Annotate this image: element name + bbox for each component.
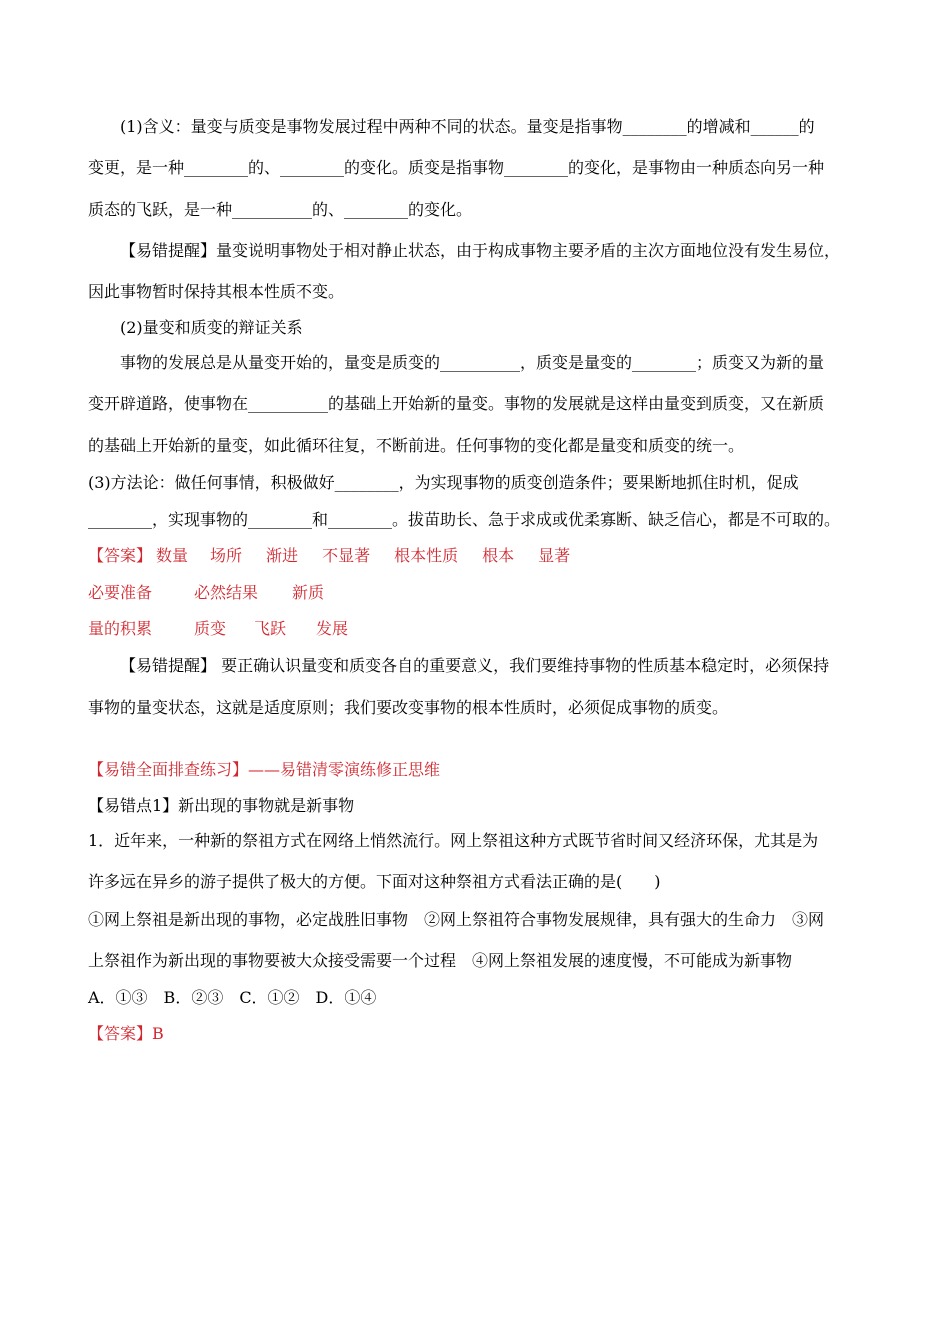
answer-row-1: [88, 545, 878, 567]
question-answer: [88, 1023, 878, 1045]
answer-item: 量的积累: [88, 619, 153, 638]
definition-line-1: (1)含义：量变与质变是事物发展过程中两种不同的状态。量变是指事物________的增减和______的: [120, 117, 815, 136]
dialectic-title: (2)量变和质变的辩证关系: [120, 318, 303, 337]
answer-item: 飞跃: [254, 619, 287, 638]
practice-heading-subtitle: ——易错清零演练修正思维: [248, 760, 441, 779]
practice-heading: [88, 759, 878, 781]
dialectic-line-2: 变开辟道路，使事物在__________的基础上开始新的量变。事物的发展就是这样由量变到质变，又在新质: [88, 394, 825, 413]
definition-line-2: 变更，是一种________的、________的变化。质变是指事物________的变化，是事物由一种质态向另一种: [88, 158, 825, 177]
answer-item: 渐进: [266, 546, 299, 565]
method-line-2: ________，实现事物的________和________。拔苗助长、急于求成或优柔寡断、缺乏信心，都是不可取的。: [88, 510, 841, 529]
answer-row-3: [88, 618, 878, 640]
question-answer-value: B: [152, 1024, 164, 1043]
question-answer-label: 【答案】: [88, 1024, 153, 1043]
dialectic-line-3: 的基础上开始新的量变，如此循环往复，不断前进。任何事物的变化都是量变和质变的统一。: [88, 436, 745, 455]
answer-row-2: [88, 582, 878, 604]
answer-item: 场所: [210, 546, 243, 565]
answer-item: 质变: [194, 619, 227, 638]
dialectic-line-1: 事物的发展总是从量变开始的，量变是质变的__________，质变是量变的________；质变又为新的量: [120, 353, 825, 372]
tip2-line-2: 事物的量变状态，这就是适度原则；我们要改变事物的根本性质时，必须促成事物的质变。: [88, 698, 729, 717]
error-point: 【易错点1】新出现的事物就是新事物: [88, 796, 355, 815]
tip-line-2: 因此事物暂时保持其根本性质不变。: [88, 282, 345, 301]
question-line-2: 许多远在异乡的游子提供了极大的方便。下面对这种祭祖方式看法正确的是( ): [88, 872, 661, 891]
answer-item: 不显著: [322, 546, 371, 565]
answer-item: 必然结果: [194, 583, 259, 602]
answer-options: A．①③ B．②③ C．①② D．①④: [88, 988, 377, 1007]
answer-item: 显著: [538, 546, 571, 565]
answer-item: 发展: [316, 619, 349, 638]
statement-line-2: 上祭祖作为新出现的事物要被大众接受需要一个过程 ④网上祭祖发展的速度慢，不可能成为新事物: [88, 951, 793, 970]
practice-heading-label: 【易错全面排查练习】: [88, 760, 249, 779]
tip-line-1: 【易错提醒】量变说明事物处于相对静止状态，由于构成事物主要矛盾的主次方面地位没有发生易位，: [120, 241, 841, 260]
answer-item: 必要准备: [88, 583, 153, 602]
definition-line-3: 质态的飞跃，是一种__________的、________的变化。: [88, 200, 473, 219]
answer-item: 新质: [292, 583, 325, 602]
method-line-1: (3)方法论：做任何事情，积极做好________，为实现事物的质变创造条件；要果断地抓住时机，促成: [88, 473, 799, 492]
statement-line-1: ①网上祭祖是新出现的事物，必定战胜旧事物 ②网上祭祖符合事物发展规律，具有强大的生命力 ③网: [88, 910, 825, 929]
answer-label: 【答案】: [88, 546, 153, 565]
question-line-1: 1．近年来，一种新的祭祖方式在网络上悄然流行。网上祭祖这种方式既节省时间又经济环保，尤其是为: [88, 831, 819, 850]
answer-item: 根本: [482, 546, 515, 565]
answer-item: 数量: [156, 546, 189, 565]
tip2-line-1: 【易错提醒】 要正确认识量变和质变各自的重要意义，我们要维持事物的性质基本稳定时，必须保持: [120, 656, 830, 675]
answer-item: 根本性质: [394, 546, 459, 565]
